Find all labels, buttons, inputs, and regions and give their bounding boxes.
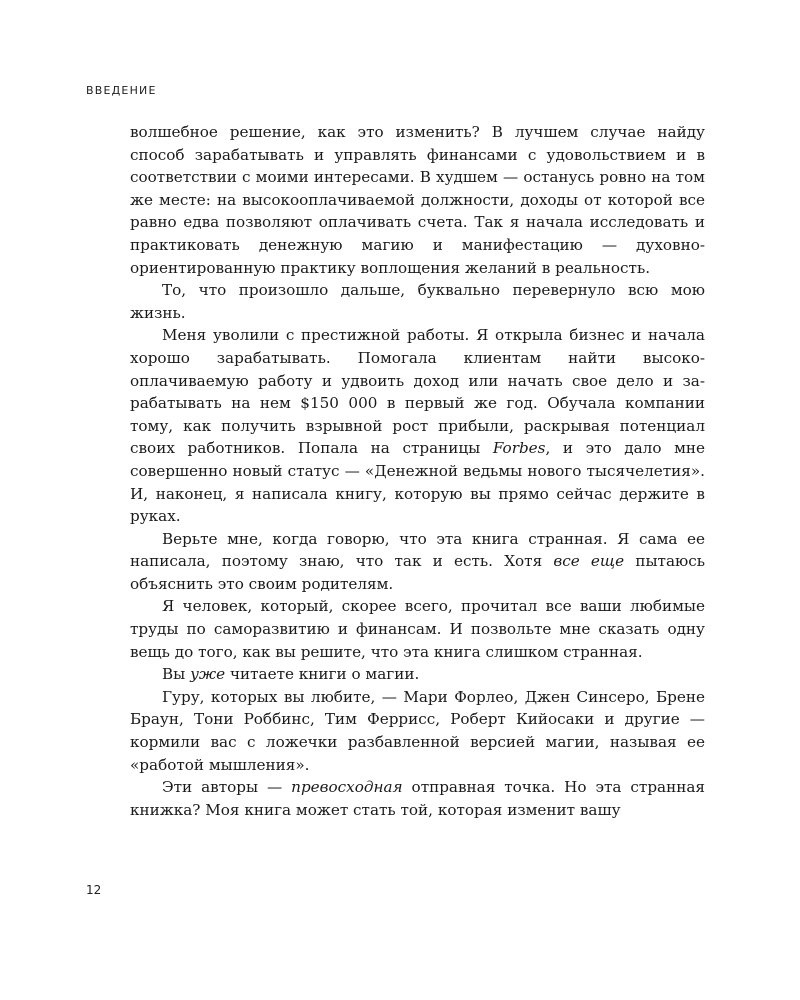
text-run: Эти авторы — bbox=[162, 778, 292, 797]
text-run: , и это дало мне совершенно новый статус — «Денежной ведьмы нового тысячелетия». И, наконец, я написала книгу, которую вы прямо сейчас держите в руках. bbox=[130, 439, 705, 526]
paragraph bbox=[130, 663, 705, 686]
paragraph bbox=[130, 528, 705, 596]
running-head: ВВЕДЕНИЕ bbox=[86, 84, 157, 97]
paragraph bbox=[130, 595, 705, 663]
text-run: То, что произошло дальше, буквально перевернуло всю мою жизнь. bbox=[130, 281, 705, 322]
paragraph bbox=[130, 324, 705, 527]
page-number: 12 bbox=[86, 883, 102, 897]
paragraph bbox=[130, 686, 705, 776]
text-run: читаете книги о магии. bbox=[225, 665, 420, 684]
italic-text: Forbes bbox=[492, 439, 546, 458]
text-run: Верьте мне, когда говорю, что эта книга странная. Я сама ее написала, поэтому знаю, что так и есть. Хотя bbox=[130, 529, 705, 571]
paragraph bbox=[130, 121, 705, 279]
text-run: Гуру, которых вы любите, — Мари Форлео, Джен Синсеро, Брене Браун, Тони Роббинс, Тим Феррисс, Роберт Кийосаки и другие — кормили вас с ложечки разбавленной версией магии, называя ее «работой мышления». bbox=[130, 687, 705, 774]
text-run: Я человек, который, скорее всего, прочитал все ваши любимые труды по саморазвитию и финансам. И позвольте мне сказать одну вещь до того, как вы решите, что эта книга слишком странная. bbox=[130, 597, 705, 661]
italic-text: уже bbox=[190, 665, 226, 684]
italic-text: превосходная bbox=[291, 778, 403, 797]
paragraph bbox=[130, 279, 705, 324]
text-run: Вы bbox=[162, 665, 191, 684]
italic-text: все еще bbox=[553, 552, 625, 571]
text-run: пытаюсь объяснить это своим родителям. bbox=[130, 552, 706, 593]
body-text bbox=[130, 121, 705, 821]
text-run: волшебное решение, как это изменить? В лучшем случае найду способ зарабатывать и управлять финансами с удовольствием и в соответствии с моими интересами. В худшем — останусь ровно на том же месте: на высокооплачиваемой должности, доходы от которой все равно едва позволяют оплачивать счета. Так я начала исследовать и практиковать денежную магию и манифестацию — духовно-ориентированную практику воплощения желаний в реальность. bbox=[130, 123, 705, 277]
paragraph bbox=[130, 776, 705, 821]
text-run: отправная точка. Но эта странная книжка? Моя книга может стать той, которая изменит вашу bbox=[130, 778, 705, 819]
text-run: Меня уволили с престижной работы. Я открыла бизнес и начала хорошо зарабатывать. Помогала клиентам найти высокооплачиваемую работу и удвоить доход или начать свое дело и зарабатывать на нем $150 000 в первый же год. Обучала компании тому, как получить взрывной рост прибыли, раскрывая потенциал своих работников. Попала на страницы bbox=[130, 326, 705, 458]
